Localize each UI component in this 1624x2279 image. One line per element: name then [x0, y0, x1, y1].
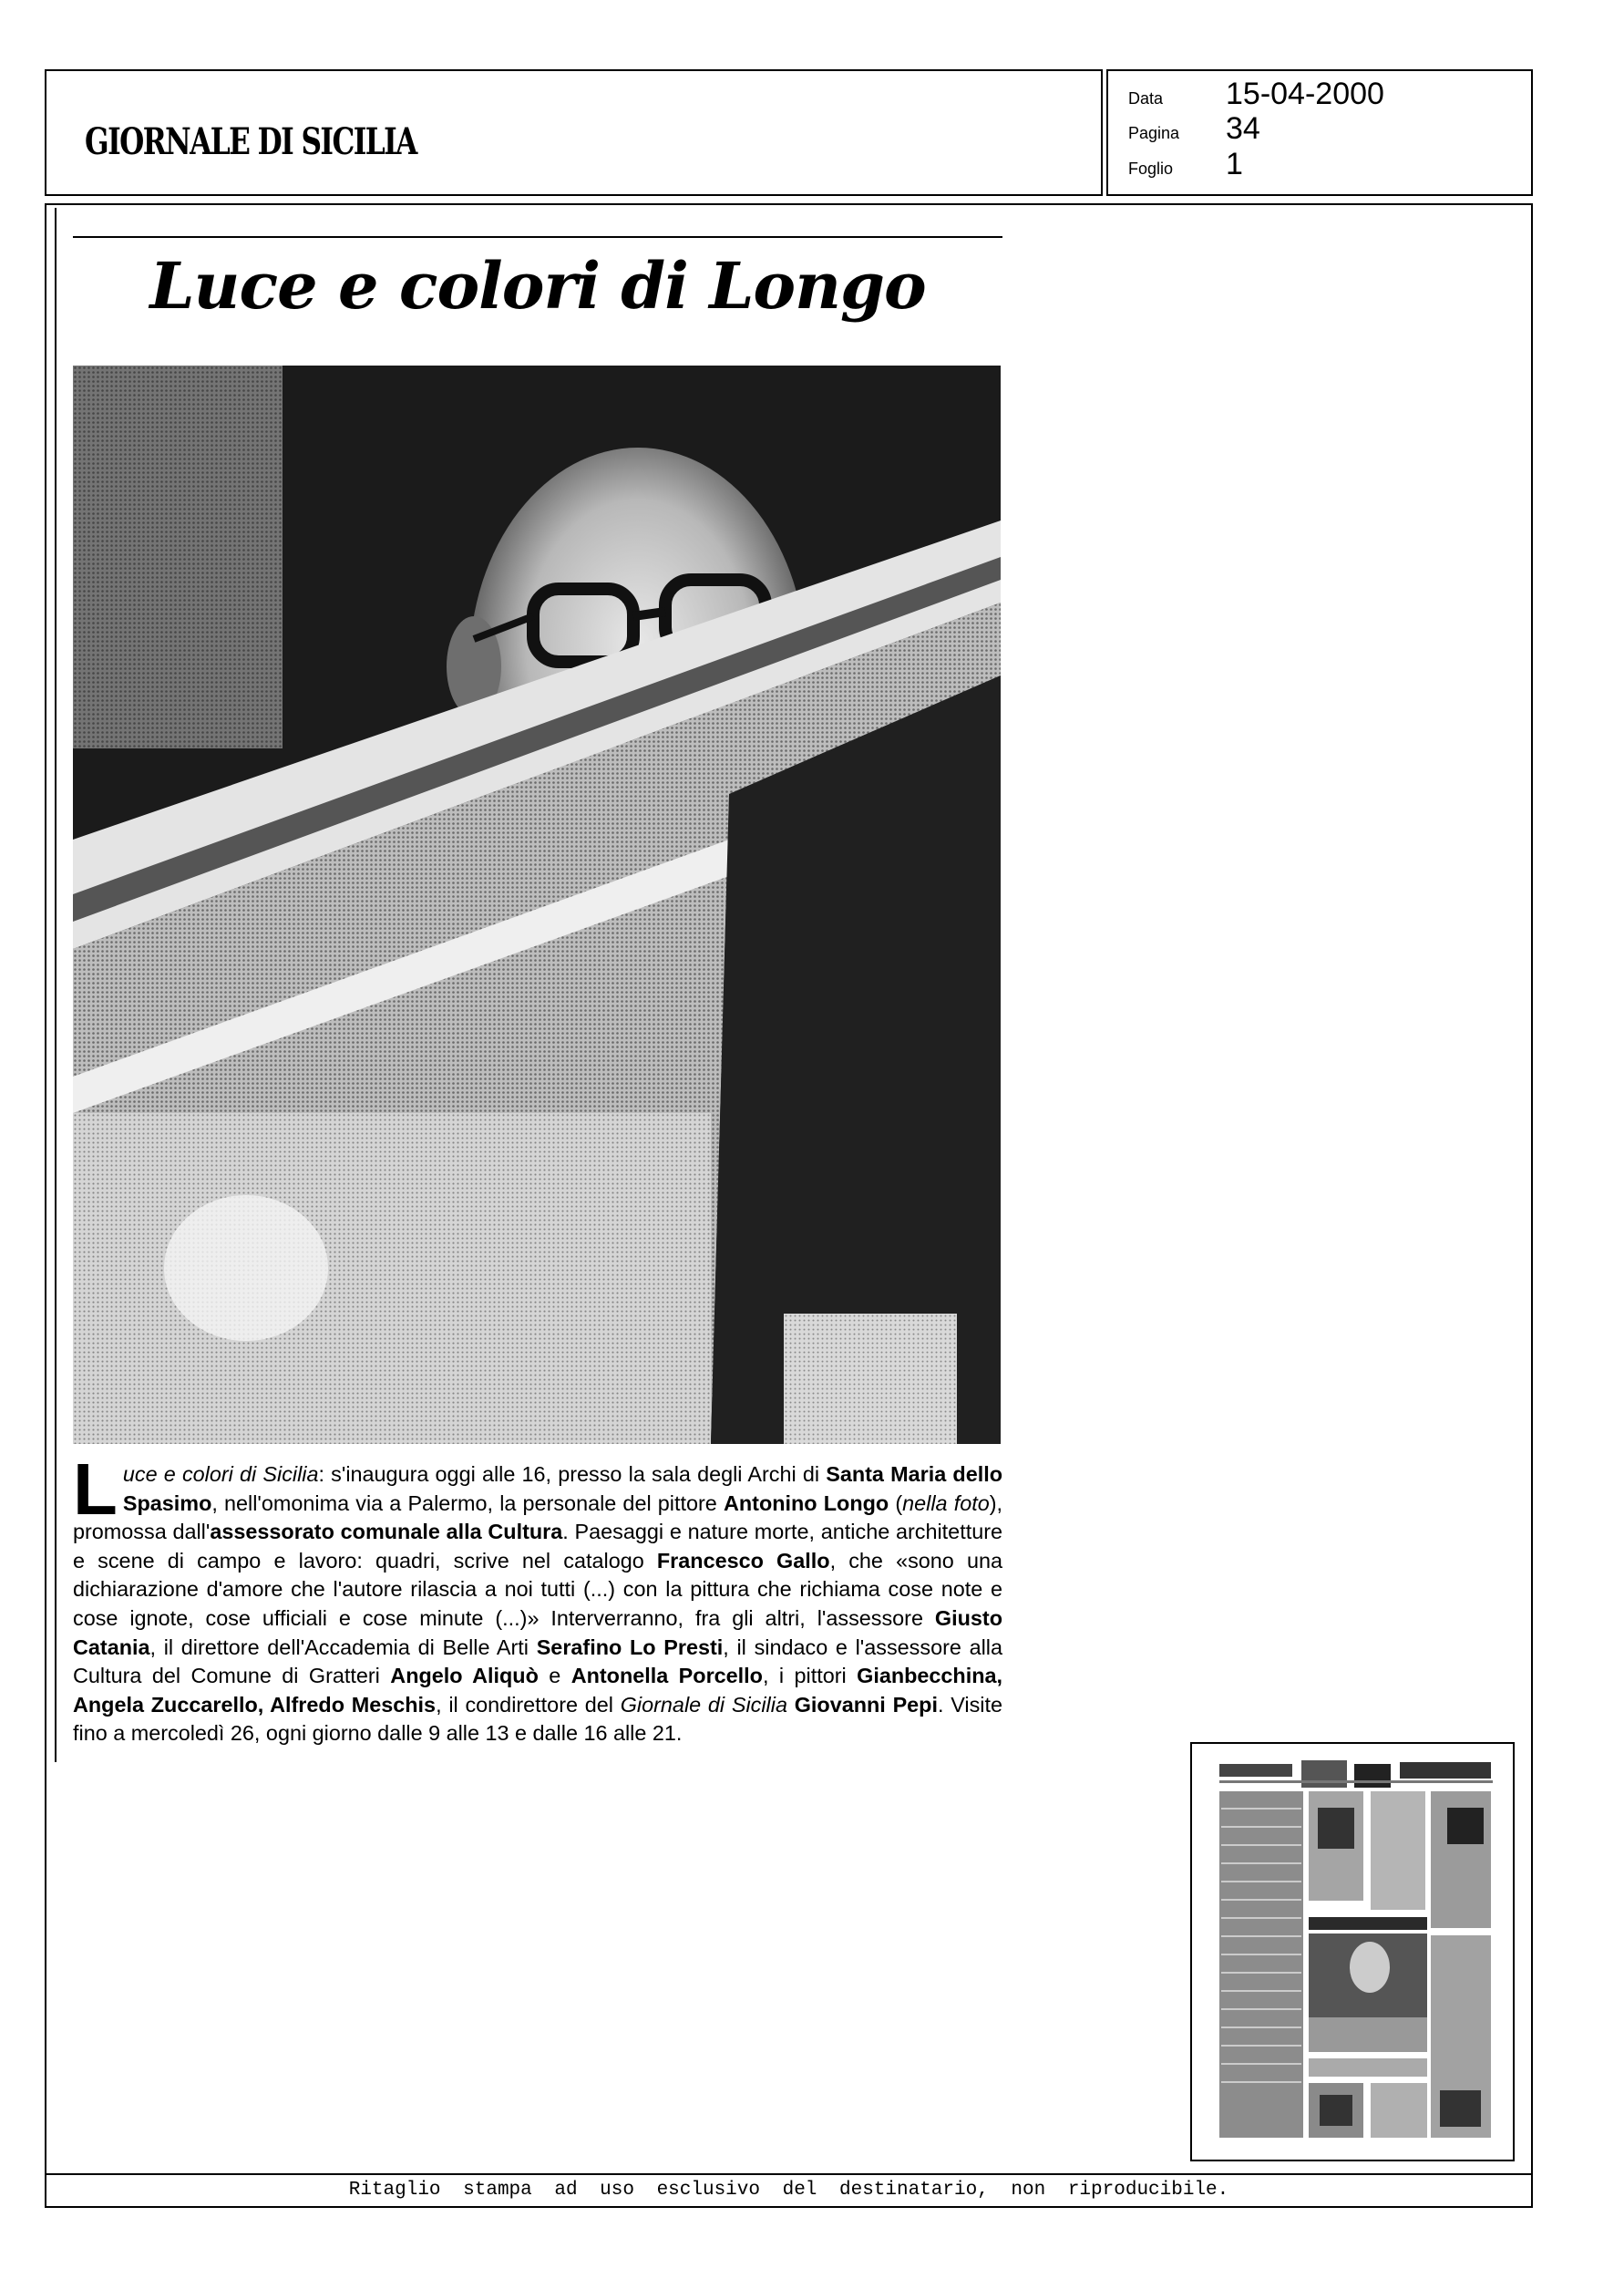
meta-date — [1128, 77, 1384, 112]
article-body — [73, 1449, 1003, 1748]
meta-sheet — [1128, 147, 1243, 182]
meta-date-label: Data — [1128, 89, 1164, 108]
meta-page — [1128, 111, 1260, 147]
body-text — [787, 1693, 795, 1717]
bold-name: assessorato comunale alla Cultura — [210, 1520, 563, 1544]
article-title: Luce e colori di Longo — [149, 248, 926, 324]
bold-name: Giovanni Pepi — [794, 1692, 938, 1717]
meta-sheet-label: Foglio — [1128, 160, 1174, 178]
bold-name: Giusto Catania — [73, 1605, 1002, 1659]
bold-name: Gianbecchina, Angela Zuccarello, Alfredo Meschis — [73, 1664, 1003, 1717]
body-text: : s'inaugura oggi alle 16, presso la sala degli Archi di — [318, 1462, 827, 1486]
article-body-text — [73, 1449, 1003, 1746]
meta-page-label: Pagina — [1128, 124, 1180, 142]
body-text: e — [538, 1664, 571, 1688]
bold-name: Serafino Lo Presti — [536, 1634, 724, 1659]
newspaper-masthead: GIORNALE DI SICILIA — [85, 120, 416, 163]
body-text: , il condirettore del — [436, 1692, 621, 1717]
reproduction-notice: Ritaglio stampa ad uso esclusivo del destinatario, non riproducibile. — [45, 2173, 1533, 2208]
body-text: ( — [889, 1490, 903, 1515]
bold-name: Angelo Aliquò — [390, 1664, 539, 1688]
bold-name: Antonino Longo — [723, 1490, 889, 1515]
masthead-box — [45, 69, 1103, 196]
meta-date-value: 15-04-2000 — [1226, 77, 1384, 111]
bold-name: Antonella Porcello — [570, 1664, 763, 1688]
italic-text: Giornale di Sicilia — [620, 1692, 787, 1717]
body-text: , il sindaco e l'assessore alla Cultura del Comune di Gratteri — [73, 1634, 1002, 1688]
body-text: . Visite fino a mercoledì 26, ogni giorno dalle 9 alle 13 e dalle 16 alle 21. — [73, 1692, 1002, 1746]
drop-cap: L — [73, 1449, 118, 1530]
body-text: , i pittori — [762, 1664, 858, 1688]
body-text: ), promossa dall' — [73, 1490, 1003, 1544]
body-text: , nell'omonima via a Palermo, la personale del pittore — [211, 1490, 724, 1515]
article-photo — [73, 366, 1001, 1444]
bold-name: Francesco Gallo — [656, 1548, 830, 1573]
italic-text: nella foto — [902, 1490, 990, 1515]
body-text: , che «sono una dichiarazione d'amore che l'autore rilascia a noi tutti (...) con la pittura che richiama cose note e cose ignote, cose ufficiali e cose minute (...)» Interverranno, fra gli altri, l'assessore — [73, 1548, 1003, 1630]
metadata-box — [1106, 69, 1533, 196]
bold-name: Santa Maria dello Spasimo — [122, 1462, 1002, 1515]
portrait-photo-graphic — [73, 366, 1001, 1444]
title-rule — [73, 236, 1002, 238]
body-text: . Paesaggi e nature morte, antiche architetture e scene di campo e lavoro: quadri, scrive nel catalogo — [73, 1520, 1002, 1573]
column-rule — [55, 208, 57, 1762]
page-thumbnail-graphic — [1192, 1744, 1513, 2160]
page-thumbnail — [1190, 1742, 1515, 2161]
meta-sheet-value: 1 — [1226, 147, 1243, 181]
body-text: , il direttore dell'Accademia di Belle Arti — [149, 1634, 537, 1659]
meta-page-value: 34 — [1226, 111, 1260, 146]
italic-text: uce e colori di Sicilia — [122, 1462, 319, 1486]
